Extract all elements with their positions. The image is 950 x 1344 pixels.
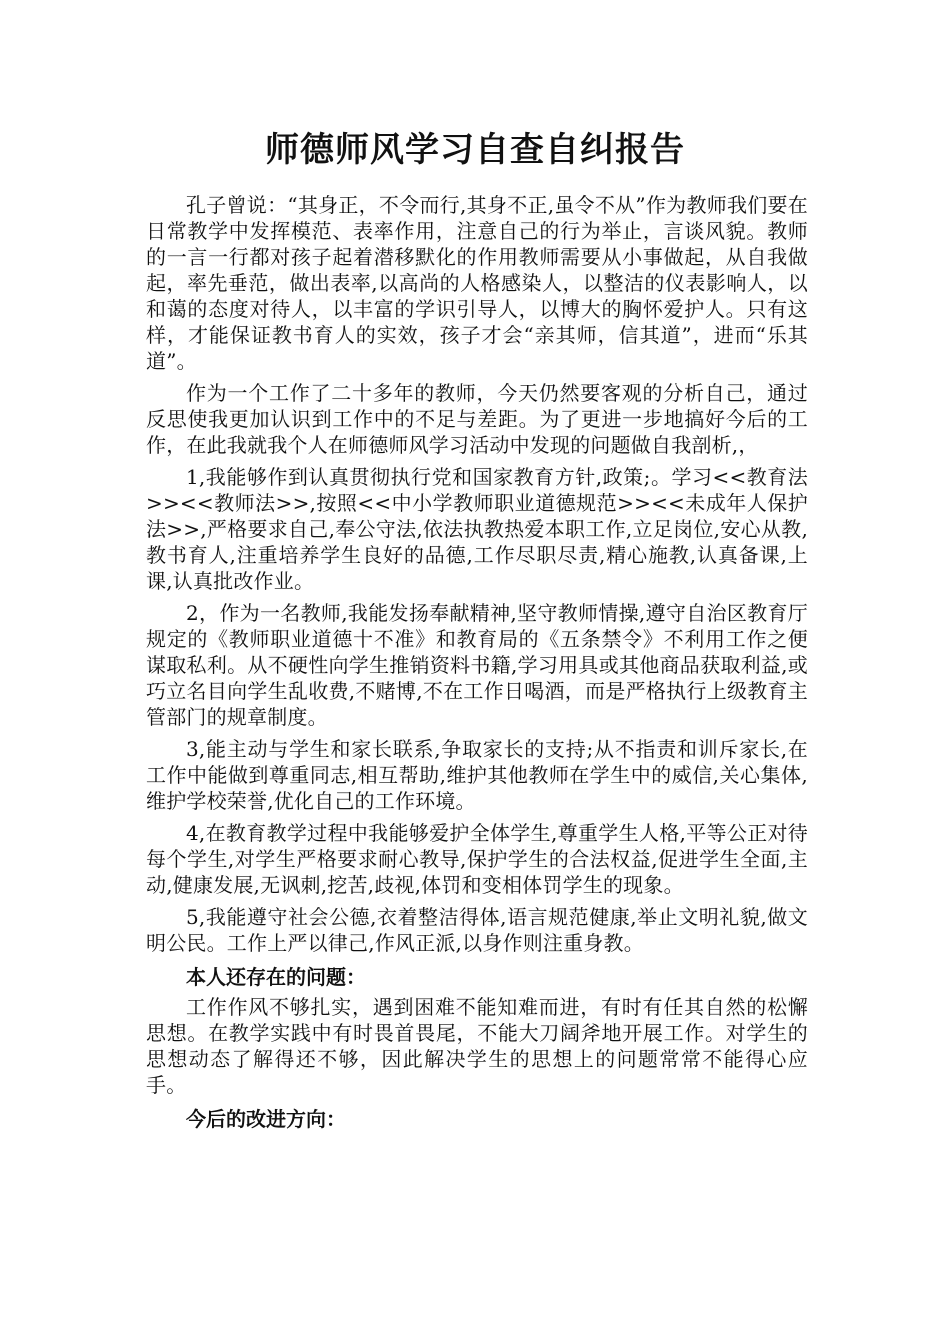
paragraph-item-3: 3,能主动与学生和家长联系,争取家长的支持;从不指责和训斥家长,在工作中能做到尊重同志,相互帮助,维护其他教师在学生中的威信,关心集体,维护学校荣誉,优化自己的工作环境。 — [146, 737, 808, 813]
paragraph-item-5: 5,我能遵守社会公德,衣着整洁得体,语言规范健康,举止文明礼貌,做文明公民。工作上严以律己,作风正派,以身作则注重身教。 — [146, 905, 808, 955]
document-title: 师德师风学习自查自纠报告 — [265, 130, 685, 170]
document-body — [146, 192, 808, 1136]
paragraph-item-1: 1,我能够作到认真贯彻执行党和国家教育方针,政策;。学习<<教育法>><<教师法>>,按照<<中小学教师职业道德规范>><<未成年人保护法>>,严格要求自己,奉公守法,依法执教热爱本职工作,立足岗位,安心从教,教书育人,注重培养学生良好的品德,工作尽职尽责,精心施教,认真备课,上课,认真批改作业。 — [146, 465, 808, 593]
paragraph-item-2: 2，作为一名教师,我能发扬奉献精神,坚守教师情操,遵守自治区教育厅规定的《教师职业道德十不准》和教育局的《五条禁令》不利用工作之便谋取私利。从不硬性向学生推销资料书籍,学习用具或其他商品获取利益,或巧立名目向学生乱收费,不赌博,不在工作日喝酒，而是严格执行上级教育主管部门的规章制度。 — [146, 601, 808, 729]
paragraph-intro: 孔子曾说：“其身正，不令而行,其身不正,虽令不从”作为教师我们要在日常教学中发挥模范、表率作用，注意自己的行为举止，言谈风貌。教师的一言一行都对孩子起着潜移默化的作用教师需要从小事做起，从自我做起，率先垂范，做出表率,以高尚的人格感染人，以整洁的仪表影响人，以和蔼的态度对待人，以丰富的学识引导人，以博大的胸怀爱护人。只有这样，才能保证教书育人的实效，孩子才会“亲其师，信其道”，进而“乐其道”。 — [146, 193, 808, 373]
paragraph-self-analysis: 作为一个工作了二十多年的教师，今天仍然要客观的分析自己，通过反思使我更加认识到工作中的不足与差距。为了更进一步地搞好今后的工作，在此我就我个人在师德师风学习活动中发现的问题做自我剖析,， — [146, 381, 808, 457]
paragraph-problems: 工作作风不够扎实，遇到困难不能知难而进，有时有任其自然的松懈思想。在教学实践中有时畏首畏尾，不能大刀阔斧地开展工作。对学生的思想动态了解得还不够，因此解决学生的思想上的问题常常不能得心应手。 — [146, 995, 808, 1097]
heading-improvements: 今后的改进方向： — [186, 1107, 346, 1131]
paragraph-item-4: 4,在教育教学过程中我能够爱护全体学生,尊重学生人格,平等公正对待每个学生,对学生严格要求耐心教导,保护学生的合法权益,促进学生全面,主动,健康发展,无讽刺,挖苦,歧视,体罚和变相体罚学生的现象。 — [146, 821, 808, 897]
heading-problems: 本人还存在的问题： — [186, 965, 366, 989]
